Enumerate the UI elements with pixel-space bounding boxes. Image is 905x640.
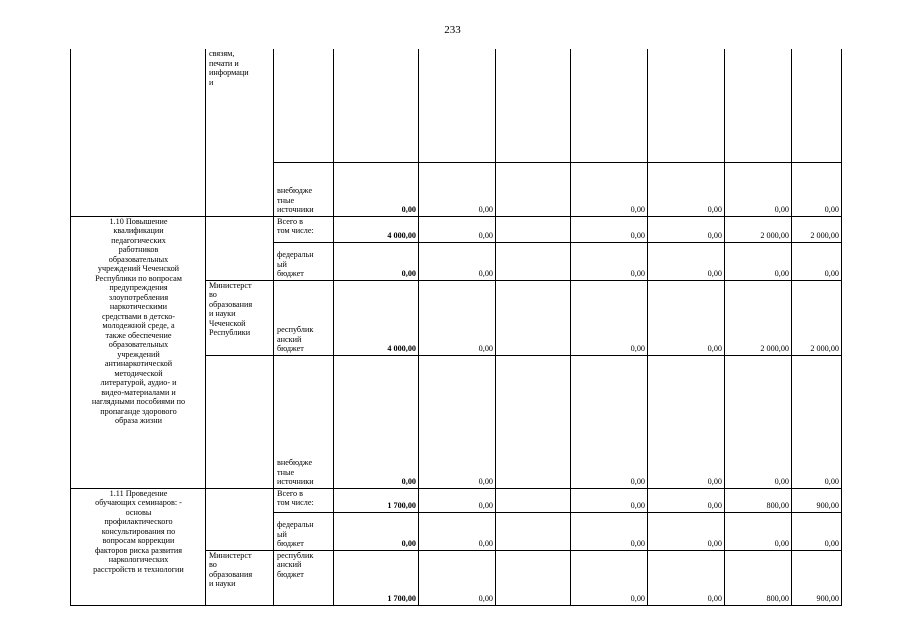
value-total-cell: 0,00 xyxy=(334,242,419,280)
value-cell xyxy=(496,216,571,242)
funding-source-cell: внебюдже тные источники xyxy=(274,355,334,488)
value-cell: 0,00 xyxy=(419,280,496,355)
value-cell xyxy=(496,355,571,488)
value-cell: 0,00 xyxy=(725,162,792,216)
value-total-cell: 0,00 xyxy=(334,162,419,216)
funding-source-cell: федеральн ый бюджет xyxy=(274,512,334,550)
value-cell xyxy=(571,49,648,162)
funding-source-cell: федеральн ый бюджет xyxy=(274,242,334,280)
funding-source-cell: внебюдже тные источники xyxy=(274,162,334,216)
budget-table xyxy=(70,49,842,606)
value-cell: 0,00 xyxy=(571,488,648,512)
funding-source-cell xyxy=(274,49,334,162)
measure-description xyxy=(71,49,206,216)
value-cell: 0,00 xyxy=(648,512,725,550)
table-row xyxy=(71,488,842,512)
value-cell: 0,00 xyxy=(571,216,648,242)
funding-source-cell: Всего в том числе: xyxy=(274,216,334,242)
value-cell: 2 000,00 xyxy=(792,280,842,355)
value-cell xyxy=(496,512,571,550)
value-cell: 0,00 xyxy=(792,355,842,488)
value-cell xyxy=(496,49,571,162)
value-cell: 2 000,00 xyxy=(725,280,792,355)
value-cell xyxy=(496,488,571,512)
value-total-cell: 4 000,00 xyxy=(334,216,419,242)
executor-cell: Министерст во образования и науки xyxy=(206,550,274,605)
table-row xyxy=(71,49,842,162)
value-cell: 0,00 xyxy=(419,488,496,512)
funding-source-cell: республик анский бюджет xyxy=(274,280,334,355)
value-cell xyxy=(648,49,725,162)
value-cell: 0,00 xyxy=(571,512,648,550)
value-cell: 0,00 xyxy=(725,512,792,550)
value-cell: 2 000,00 xyxy=(792,216,842,242)
measure-description: 1.11 Проведение обучающих семинаров: - основы профилактического консультирования по вопросам коррекции факторов риска развития наркологических расстройств и технологии xyxy=(71,488,206,605)
empty-executor-cell xyxy=(206,488,274,550)
funding-source-cell: Всего в том числе: xyxy=(274,488,334,512)
value-cell: 0,00 xyxy=(419,355,496,488)
value-cell: 0,00 xyxy=(648,162,725,216)
value-cell: 0,00 xyxy=(648,550,725,605)
value-cell: 0,00 xyxy=(419,216,496,242)
value-cell xyxy=(725,49,792,162)
table-row xyxy=(71,216,842,242)
funding-source-cell: республик анский бюджет xyxy=(274,550,334,605)
value-total-cell xyxy=(334,49,419,162)
value-cell: 0,00 xyxy=(571,550,648,605)
value-cell: 900,00 xyxy=(792,488,842,512)
value-cell xyxy=(419,49,496,162)
value-cell: 0,00 xyxy=(725,355,792,488)
value-cell: 0,00 xyxy=(648,488,725,512)
value-cell: 900,00 xyxy=(792,550,842,605)
value-cell: 0,00 xyxy=(419,242,496,280)
value-cell: 0,00 xyxy=(725,242,792,280)
value-total-cell: 1 700,00 xyxy=(334,550,419,605)
value-cell: 0,00 xyxy=(648,355,725,488)
value-total-cell: 0,00 xyxy=(334,512,419,550)
value-cell: 0,00 xyxy=(419,512,496,550)
executor-cell: связям, печати и информаци и xyxy=(206,49,274,216)
value-total-cell: 0,00 xyxy=(334,355,419,488)
value-cell: 800,00 xyxy=(725,488,792,512)
value-cell xyxy=(792,49,842,162)
value-cell: 0,00 xyxy=(571,162,648,216)
value-cell: 0,00 xyxy=(648,242,725,280)
value-cell: 0,00 xyxy=(792,162,842,216)
value-cell: 0,00 xyxy=(792,512,842,550)
value-cell: 0,00 xyxy=(648,216,725,242)
value-cell xyxy=(496,242,571,280)
page-number: 233 xyxy=(444,24,461,36)
value-cell: 0,00 xyxy=(571,242,648,280)
value-total-cell: 1 700,00 xyxy=(334,488,419,512)
value-cell: 800,00 xyxy=(725,550,792,605)
value-cell xyxy=(496,550,571,605)
value-cell xyxy=(496,280,571,355)
value-cell: 0,00 xyxy=(419,550,496,605)
executor-cell: Министерст во образования и науки Чеченской Республики xyxy=(206,280,274,355)
value-cell: 0,00 xyxy=(792,242,842,280)
value-cell xyxy=(496,162,571,216)
value-cell: 2 000,00 xyxy=(725,216,792,242)
empty-executor-cell xyxy=(206,355,274,488)
empty-executor-cell xyxy=(206,216,274,280)
value-cell: 0,00 xyxy=(571,355,648,488)
measure-description: 1.10 Повышение квалификации педагогических работников образовательных учреждений Чеченской Республики по вопросам предупреждения злоупотребления наркотическими средствами в детско- молодежной среде, а также обеспечение образовательных учреждений антинаркотической методической литературой, аудио- и видео-материалами и наглядными пособиями по пропаганде здорового образа жизни xyxy=(71,216,206,488)
value-total-cell: 4 000,00 xyxy=(334,280,419,355)
value-cell: 0,00 xyxy=(419,162,496,216)
value-cell: 0,00 xyxy=(648,280,725,355)
value-cell: 0,00 xyxy=(571,280,648,355)
